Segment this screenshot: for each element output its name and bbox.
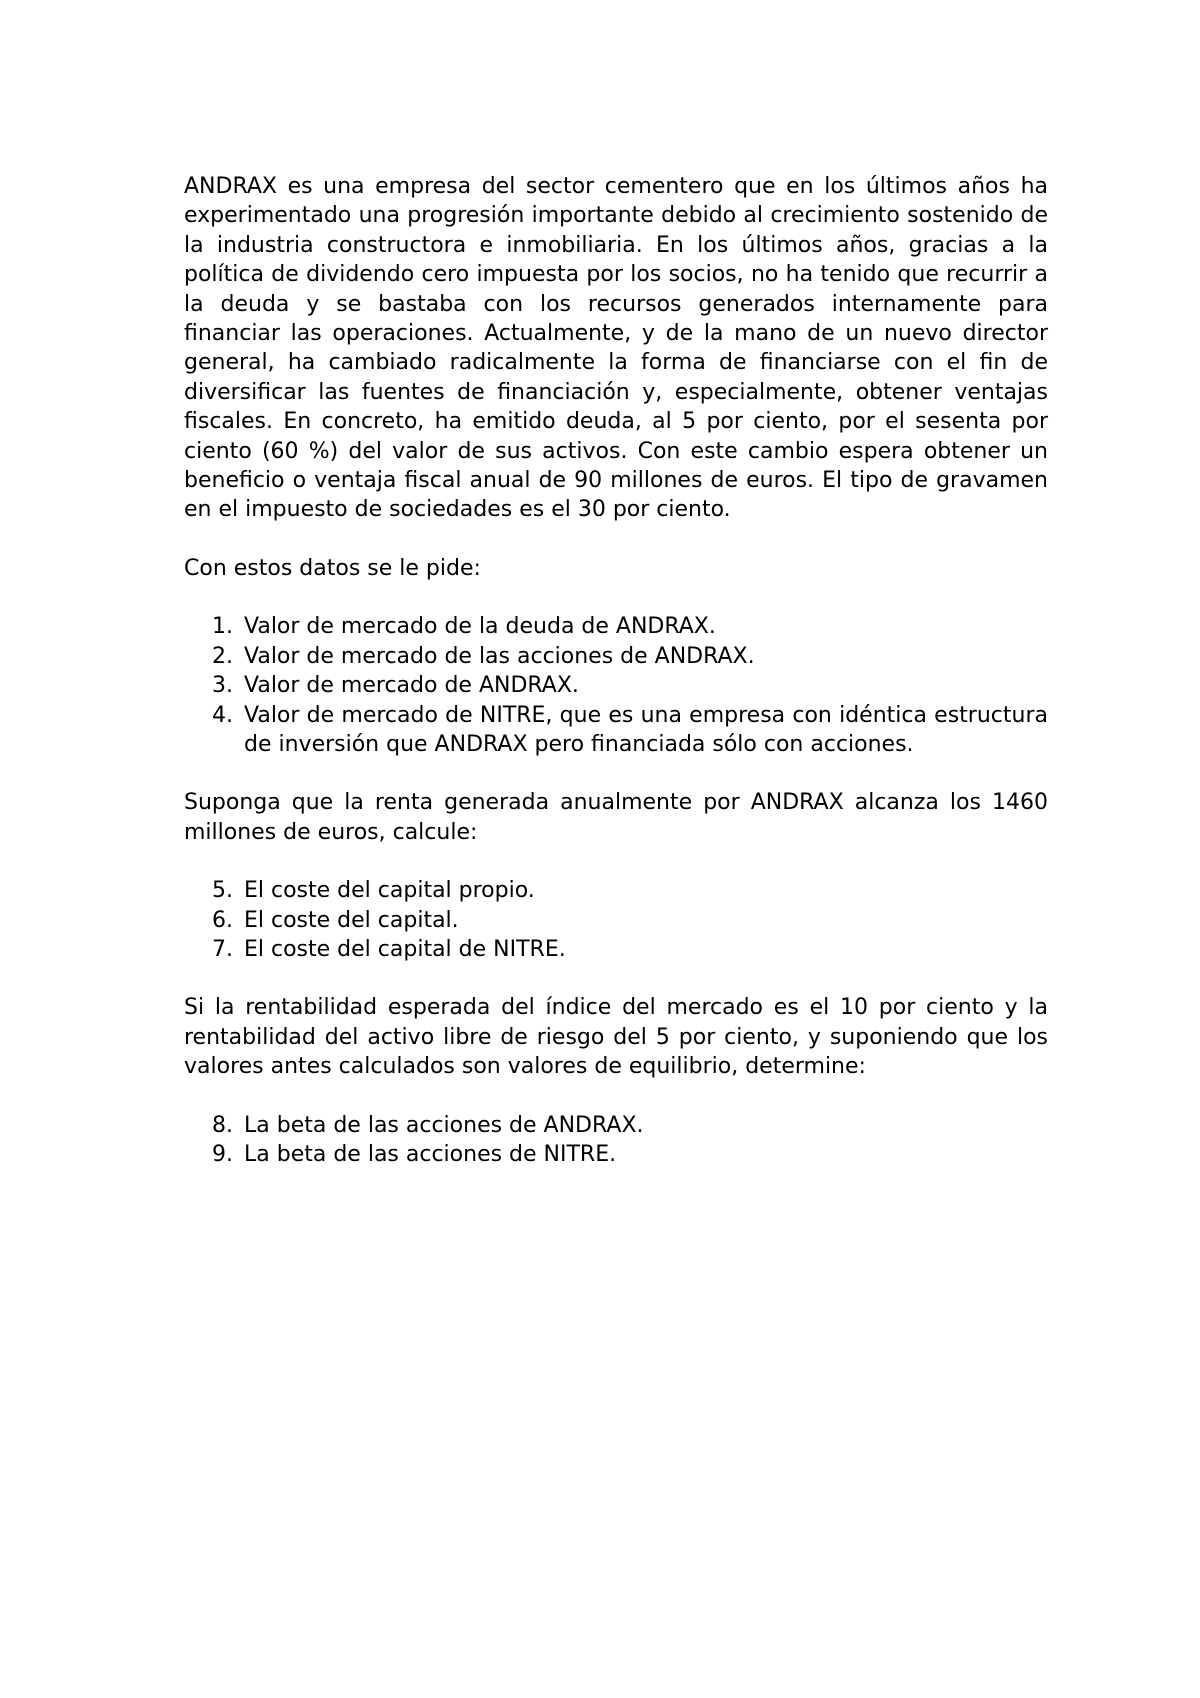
list-item-number: 8. — [212, 1112, 233, 1138]
list-item-number: 1. — [212, 614, 233, 640]
section3-list — [184, 1111, 1048, 1170]
list-item-number: 7. — [212, 936, 233, 962]
list-item — [184, 612, 1048, 641]
list-item — [184, 1111, 1048, 1140]
list-item-text: Valor de mercado de las acciones de ANDRAX. — [244, 643, 755, 669]
list-item-number: 6. — [212, 907, 233, 933]
list-item-number: 3. — [212, 673, 233, 699]
list-item-text: Valor de mercado de NITRE, que es una empresa con idéntica estructura de inversión que ANDRAX pero financiada sólo con acciones. — [244, 702, 1048, 757]
list-item — [184, 876, 1048, 905]
section2-lead: Suponga que la renta generada anualmente por ANDRAX alcanza los 1460 millones de euros, calcule: — [184, 790, 1048, 845]
paragraph-gap — [184, 583, 1048, 612]
document-page — [184, 172, 1048, 1169]
list-item — [184, 906, 1048, 935]
paragraph-gap — [184, 525, 1048, 554]
list-item — [184, 1140, 1048, 1169]
list-item-number: 9. — [212, 1141, 233, 1167]
paragraph-gap — [184, 759, 1048, 788]
list-item-text: El coste del capital. — [244, 907, 459, 933]
list-item — [184, 642, 1048, 671]
paragraph-gap — [184, 847, 1048, 876]
paragraph-gap — [184, 964, 1048, 993]
list-item — [184, 701, 1048, 760]
list-item — [184, 671, 1048, 700]
section1-list — [184, 612, 1048, 759]
section1-lead: Con estos datos se le pide: — [184, 555, 481, 581]
intro-paragraph: ANDRAX es una empresa del sector cementero que en los últimos años ha experimentado una progresión importante debido al crecimiento sostenido de la industria constructora e inmobiliaria. En los últimos años, gracias a la política de dividendo cero impuesta por los socios, no ha tenido que recurrir a la deuda y se bastaba con los recursos generados internamente para financiar las operaciones. Actualmente, y de la mano de un nuevo director general, ha cambiado radicalmente la forma de financiarse con el fin de diversificar las fuentes de financiación y, especialmente, obtener ventajas fiscales. En concreto, ha emitido deuda, al 5 por ciento, por el sesenta por ciento (60 %) del valor de sus activos. Con este cambio espera obtener un beneficio o ventaja fiscal anual de 90 millones de euros. El tipo de gravamen en el impuesto de sociedades es el 30 por ciento. — [184, 174, 1048, 523]
list-item — [184, 935, 1048, 964]
section2-list — [184, 876, 1048, 964]
list-item-number: 4. — [212, 702, 233, 728]
list-item-text: El coste del capital propio. — [244, 878, 535, 904]
list-item-text: Valor de mercado de ANDRAX. — [244, 673, 579, 699]
list-item-text: El coste del capital de NITRE. — [244, 936, 566, 962]
section3-lead: Si la rentabilidad esperada del índice del mercado es el 10 por ciento y la rentabilidad del activo libre de riesgo del 5 por ciento, y suponiendo que los valores antes calculados son valores de equilibrio, determine: — [184, 995, 1048, 1080]
list-item-text: La beta de las acciones de ANDRAX. — [244, 1112, 644, 1138]
paragraph-gap — [184, 1082, 1048, 1111]
list-item-text: La beta de las acciones de NITRE. — [244, 1141, 617, 1167]
list-item-text: Valor de mercado de la deuda de ANDRAX. — [244, 614, 716, 640]
list-item-number: 5. — [212, 878, 233, 904]
list-item-number: 2. — [212, 643, 233, 669]
